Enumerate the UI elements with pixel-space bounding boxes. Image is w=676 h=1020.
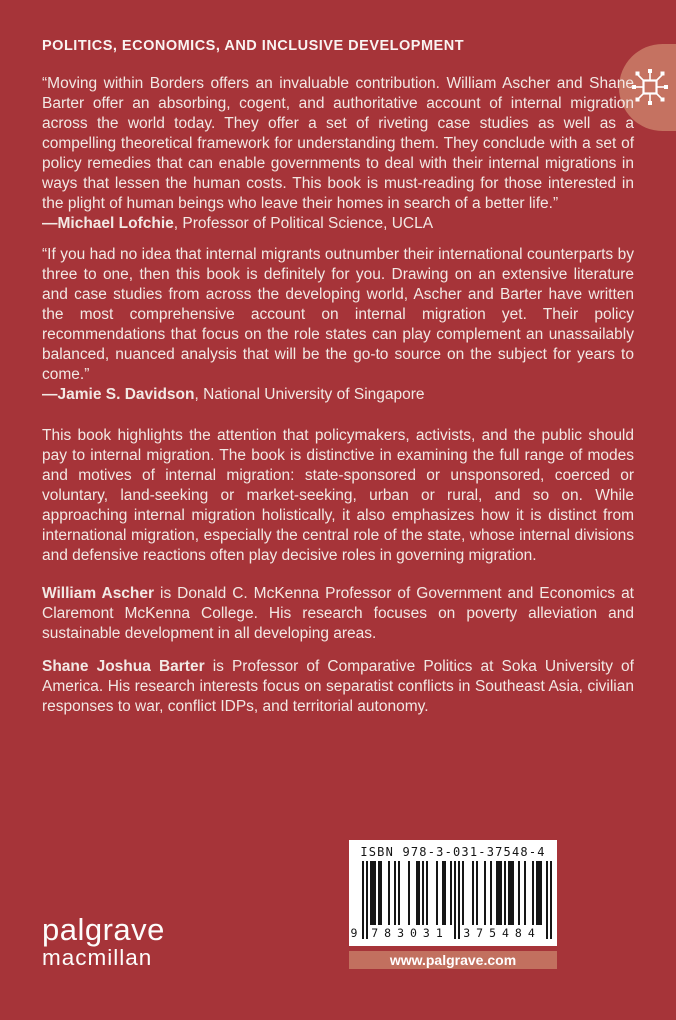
endorsement-quote-2: [42, 245, 634, 385]
author-bio-text: is Donald C. McKenna Professor of Government and Economics at Claremont McKenna College. His research focuses on poverty alleviation and sustainable development in all developing areas.: [42, 585, 634, 642]
author-bio-text: is Professor of Comparative Politics at Soka University of America. His research interests focus on separatist conflicts in Southeast Asia, civilian responses to war, conflict IDPs, and territorial autonomy.: [42, 658, 634, 715]
quote-text: “If you had no idea that internal migrants outnumber their international counterparts by three to one, then this book is definitely for you. Drawing on an extensive literature and case studies from across the developing world, Ascher and Barter have written the most comprehensive account on internal migration yet. Their policy recommendations that focus on the role states can play complement an unassailably balanced, nuanced analysis that will be the go-to source on the subject for years to come.”: [42, 246, 634, 383]
barcode-panel: [349, 840, 557, 946]
author-bio-1: [42, 584, 634, 644]
macmillan-wordmark: macmillan: [42, 945, 153, 970]
back-cover-text-column: [42, 74, 634, 717]
quote-attribution-2: [42, 385, 634, 405]
barcode-digit-left: 9: [350, 926, 358, 940]
author-bio-2: [42, 657, 634, 717]
book-description: [42, 426, 634, 566]
isbn-label: ISBN 978-3-031-37548-4: [360, 845, 546, 859]
barcode-digit-group-2: 375484: [463, 926, 541, 940]
description-text: This book highlights the attention that policymakers, activists, and the public should pay to internal migration. The book is distinctive in examining the full range of modes and motives of internal migration: state-sponsored or unsponsored, coerced or voluntary, land-seeking or market-seeking, urban or rural, and so on. While approaching internal migration holistically, it also emphasizes how it is distinct from international migration, especially the central role of the state, whose internal divisions and defensive reactions often play decisive roles in governing migration.: [42, 427, 634, 564]
publisher-logo: [42, 914, 165, 970]
barcode-bar: [550, 861, 552, 939]
endorser-name: —Michael Lofchie: [42, 215, 174, 232]
publisher-website-band: www.palgrave.com: [349, 951, 557, 969]
palgrave-wordmark: palgrave: [42, 912, 165, 947]
endorser-name: —Jamie S. Davidson: [42, 386, 195, 403]
endorsement-quote-1: [42, 74, 634, 214]
endorser-affiliation: , Professor of Political Science, UCLA: [173, 215, 434, 232]
endorser-affiliation: , National University of Singapore: [194, 386, 425, 403]
barcode-digit-group-1: 783031: [371, 926, 449, 940]
quote-attribution-1: [42, 214, 634, 234]
author-name: William Ascher: [42, 585, 155, 602]
ean-barcode: [350, 861, 552, 940]
quote-text: “Moving within Borders offers an invaluable contribution. William Ascher and Shane Barter offer an absorbing, cogent, and authoritative account of internal migration across the world today. They offer a set of riveting case studies as well as a compelling theoretical framework for understanding them. They conclude with a set of policy remedies that can enable governments to deal with their internal migrations in ways that lessen the human costs. This book is must-reading for those interested in the plight of human beings who leave their homes in search of a better life.”: [42, 75, 634, 212]
series-title: POLITICS, ECONOMICS, AND INCLUSIVE DEVELOPMENT: [42, 38, 465, 54]
author-name: Shane Joshua Barter: [42, 658, 205, 675]
